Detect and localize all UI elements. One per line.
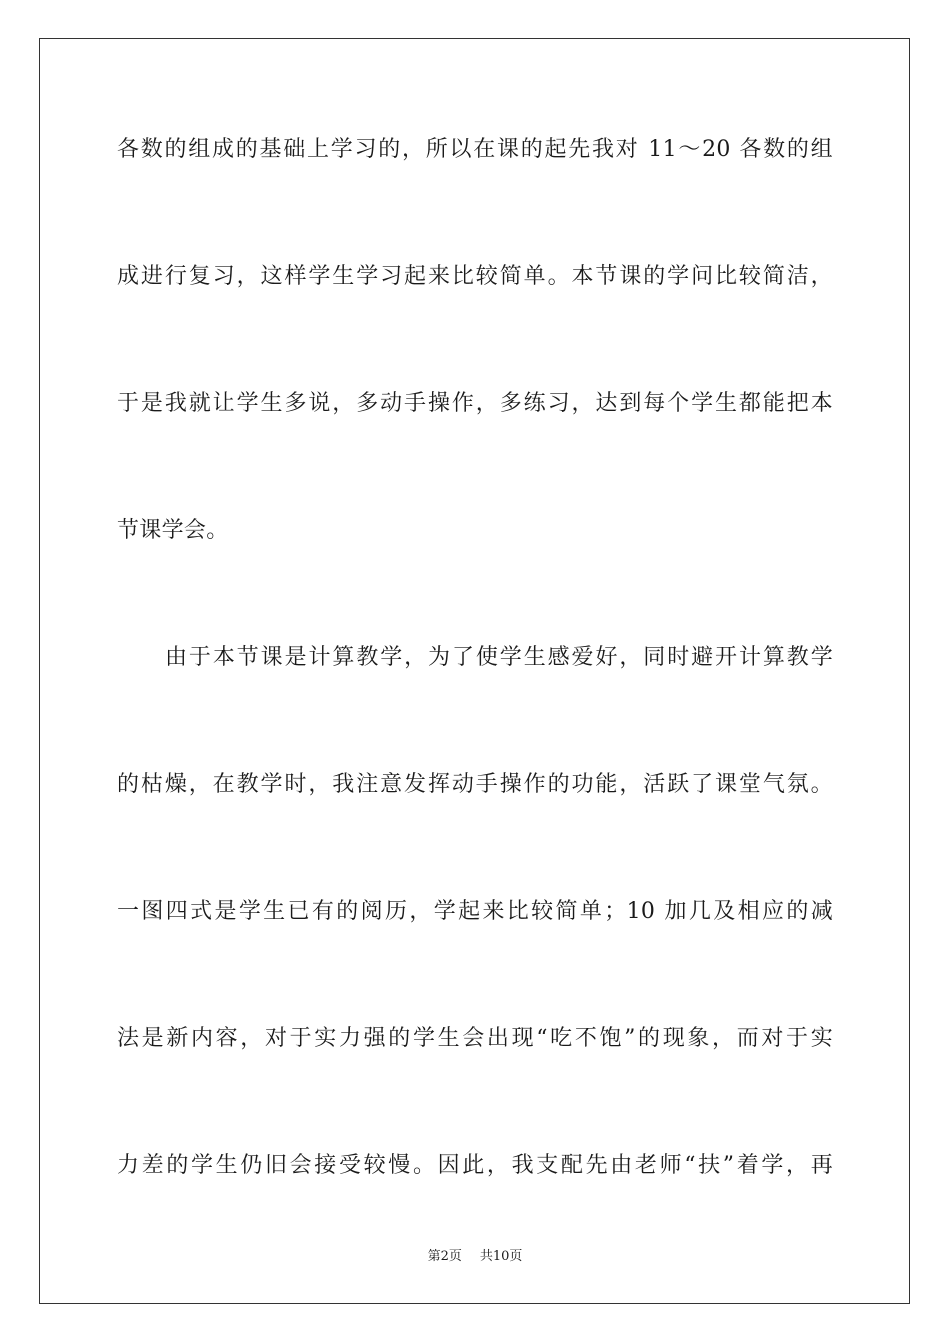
body-text-line: 一图四式是学生已有的阅历，学起来比较简单；10 加几及相应的减 — [117, 899, 833, 924]
body-text-line: 力差的学生仍旧会接受较慢。因此，我支配先由老师“扶”着学，再 — [117, 1153, 833, 1178]
body-text-line: 各数的组成的基础上学习的，所以在课的起先我对 11～20 各数的组 — [117, 137, 833, 162]
page-total: 共10页 — [479, 1249, 523, 1264]
page-footer — [0, 1248, 950, 1266]
page-number: 第2页 — [427, 1249, 462, 1264]
body-text-line: 节课学会。 — [117, 518, 229, 543]
paragraph-first-line: 由于本节课是计算教学，为了使学生感爱好，同时避开计算教学 — [165, 645, 833, 670]
body-text-line: 法是新内容，对于实力强的学生会出现“吃不饱”的现象，而对于实 — [117, 1026, 833, 1051]
body-text-line: 成进行复习，这样学生学习起来比较简单。本节课的学问比较简洁， — [117, 264, 833, 289]
body-text-line: 的枯燥，在教学时，我注意发挥动手操作的功能，活跃了课堂气氛。 — [117, 772, 833, 797]
body-text-line: 于是我就让学生多说，多动手操作，多练习，达到每个学生都能把本 — [117, 391, 833, 416]
